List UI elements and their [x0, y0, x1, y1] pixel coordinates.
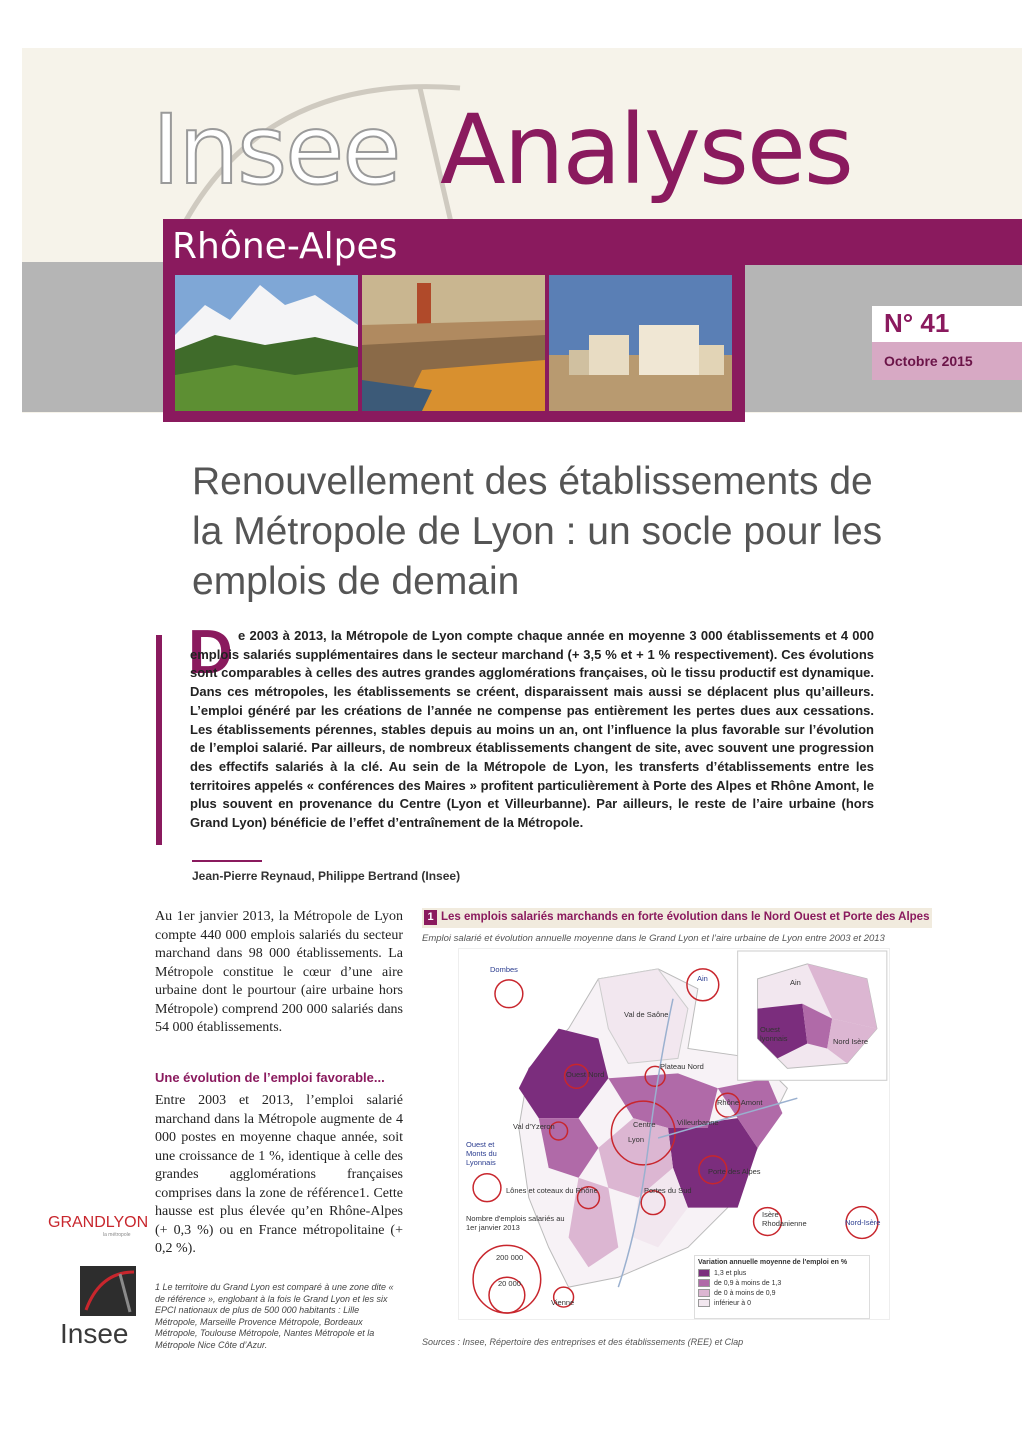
brand-insee: Insee [152, 94, 400, 206]
issue-date: Octobre 2015 [884, 353, 973, 369]
body-paragraph-1: Au 1er janvier 2013, la Métropole de Lyon compte 440 000 emplois salariés du secteur marchand dans 98 000 établissements. La Métropole constitue le cœur d’une aire urbaine dont le pourtour (aire urbaine hors Métropole) comprend 200 000 salariés dans 54 000 établissements. [155, 909, 403, 1035]
map-label-val-dyzeron: Val d'Yzeron [513, 1122, 555, 1131]
figure-title: Les emplois salariés marchands en forte évolution dans le Nord Ouest et Porte des Alpes [441, 911, 930, 923]
legend-label: de 0,9 à moins de 1,3 [714, 1279, 782, 1287]
map-label-inset-nord-isere: Nord Isère [833, 1037, 869, 1046]
map-label-ouest-lyonnais: Ouest et Monts du Lyonnais [466, 1140, 497, 1167]
legend-label: inférieur à 0 [714, 1299, 751, 1307]
author-rule [192, 860, 262, 862]
legend-swatch [698, 1289, 710, 1297]
section-subhead: Une évolution de l’emploi favorable... [155, 1070, 385, 1085]
grandlyon-tagline: la métropole [103, 1232, 131, 1238]
legend-title: Variation annuelle moyenne de l'emploi en % [698, 1259, 848, 1266]
map-label-rhone-amont: Rhône Amont [717, 1098, 763, 1107]
legend-label: de 0 à moins de 0,9 [714, 1289, 776, 1297]
map-label-ouest-nord: Ouest Nord [566, 1070, 605, 1079]
map-label-val-de-saone: Val de Saône [624, 1010, 669, 1019]
legend-item [698, 1289, 866, 1297]
map-label-inset-ain: Ain [790, 978, 801, 987]
map-label-plateau-nord: Plateau Nord [660, 1062, 704, 1071]
map-label-villeurbanne: Villeurbanne [677, 1118, 719, 1127]
legend-item [698, 1299, 866, 1307]
map-label-porte-des-alpes: Porte des Alpes [708, 1167, 761, 1176]
map-label-lones-coteaux: Lônes et coteaux du Rhône [506, 1186, 598, 1195]
authors: Jean-Pierre Reynaud, Philippe Bertrand (Insee) [192, 869, 461, 883]
body-paragraph-2: Entre 2003 et 2013, l’emploi salarié marchand dans la Métropole augmente de 4 000 postes en moyenne chaque année, soit une croissance de 1 %, identique à celle des grandes agglomérations françaises comprises dans la zone de référence1. Cette hausse est plus élevée qu’en Rhône-Alpes (+ 0,3 %) ou en France métropolitaine (+ 0,2 %). [155, 1093, 403, 1256]
map-legend [694, 1255, 870, 1319]
figure-subtitle: Emploi salarié et évolution annuelle moyenne dans le Grand Lyon et l’aire urbaine de Lyon entre 2003 et 2013 [422, 933, 885, 944]
size-legend-title: Nombre d'emplois salariés au 1er janvier 2013 [466, 1214, 565, 1232]
map-label-ain: Ain [697, 974, 708, 983]
brand-analyses: Analyses [440, 94, 852, 206]
size-legend-large: 200 000 [496, 1253, 524, 1262]
map-label-centre: Centre [633, 1120, 656, 1129]
footnote: 1 Le territoire du Grand Lyon est comparé à une zone dite « de référence », englobant à la fois le Grand Lyon et les six EPCI nationaux de plus de 500 000 habitants : Lille Métropole, Marseille Provence Métropole, Bordeaux Métropole, Toulouse Métropole, Nantes Métropole et la Métropole Nice Côte d’Azur. [155, 1282, 394, 1350]
issue-number: N° 41 [884, 308, 950, 338]
region-name: Rhône-Alpes [172, 226, 398, 267]
lead-paragraph: e 2003 à 2013, la Métropole de Lyon compte chaque année en moyenne 3 000 établissements et 4 000 emplois salariés supplémentaires dans le secteur marchand (+ 3,5 % et + 1 % respectivement). Ces évolutions sont comparables à celles des autres grandes agglomérations françaises, où le tissu productif est dynamique. Dans ces métropoles, les établissements se créent, disparaissent mais aussi se déplacent plus qu’ailleurs. L’emploi généré par les créations de l’année ne compense pas entièrement les pertes dues aux cessations. Les établissements pérennes, stables depuis au moins un an, ont l’influence la plus favorable sur l’évolution de l’emploi salarié. Par ailleurs, de nombreux établissements changent de site, avec souvent une progression des effectifs salariés à la clé. Au sein de la Métropole de Lyon, les transferts d’établissements entre les territoires appelés « conférences des Maires » profitent particulièrement à Porte des Alpes et Rhône Amont, le plus souvent en provenance du Centre (Lyon et Villeurbanne). Par ailleurs, le reste de l’aire urbaine (hors Grand Lyon) bénéficie de l’effet d’entraînement de la Métropole. [190, 628, 874, 831]
map-label-vienne: Vienne [551, 1298, 575, 1307]
legend-item [698, 1279, 866, 1287]
figure-sources: Sources : Insee, Répertoire des entreprises et des établissements (REE) et Clap [422, 1337, 744, 1347]
size-legend-small: 20 000 [498, 1279, 521, 1288]
page-title: Renouvellement des établissements de la Métropole de Lyon : un socle pour les emplois de demain [192, 460, 883, 603]
legend-swatch [698, 1299, 710, 1307]
legend-swatch [698, 1269, 710, 1277]
map-label-portes-sud: Portes du Sud [644, 1186, 692, 1195]
photo-city [362, 275, 545, 411]
photo-mountains [175, 275, 358, 411]
map-label-isere-rhodanienne: Isère Rhodanienne [762, 1210, 807, 1228]
map-label-lyon: Lyon [628, 1135, 644, 1144]
lead-rule [156, 635, 162, 845]
figure-number: 1 [424, 910, 437, 925]
map-label-dombes: Dombes [490, 965, 518, 974]
legend-swatch [698, 1279, 710, 1287]
insee-logo-wordmark: Insee [60, 1318, 129, 1349]
legend-label: 1,3 et plus [714, 1269, 747, 1277]
drop-cap: D [188, 618, 233, 687]
grandlyon-logo: GRANDLYON [48, 1214, 149, 1231]
map-label-inset-ouest: Ouest lyonnais [760, 1025, 788, 1043]
map-label-nord-isere: Nord-Isère [845, 1218, 881, 1227]
photo-industry [549, 275, 732, 411]
legend-item [698, 1269, 866, 1277]
